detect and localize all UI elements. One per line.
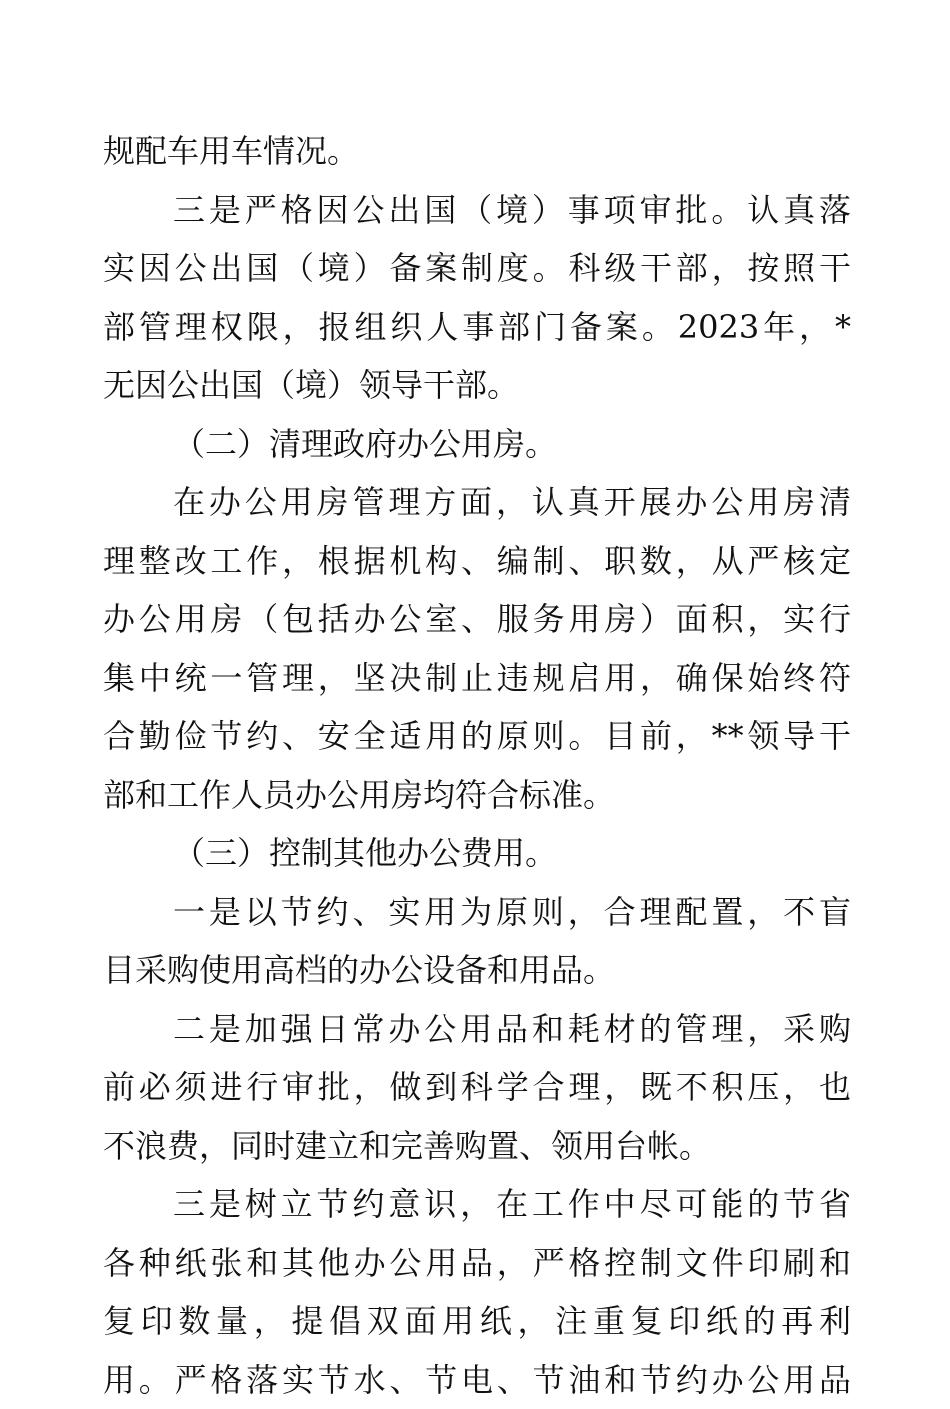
- text-line: 在办公用房管理方面，认真开展办公用房清: [103, 473, 851, 532]
- document-body: [103, 122, 851, 1409]
- text-line: 不浪费，同时建立和完善购置、领用台帐。: [103, 1117, 851, 1176]
- text-line: 一是以节约、实用为原则，合理配置，不盲: [103, 883, 851, 942]
- text-line: 前必须进行审批，做到科学合理，既不积压，也: [103, 1058, 851, 1117]
- text-line: 三是严格因公出国（境）事项审批。认真落: [103, 181, 851, 240]
- text-line: 理整改工作，根据机构、编制、职数，从严核定: [103, 532, 851, 591]
- text-line: 二是加强日常办公用品和耗材的管理，采购: [103, 1000, 851, 1059]
- text-line: 复印数量，提倡双面用纸，注重复印纸的再利: [103, 1292, 851, 1351]
- text-line: 办公用房（包括办公室、服务用房）面积，实行: [103, 590, 851, 649]
- text-line: 三是树立节约意识，在工作中尽可能的节省: [103, 1175, 851, 1234]
- section-heading: （二）清理政府办公用房。: [103, 415, 851, 474]
- text-line: 实因公出国（境）备案制度。科级干部，按照干: [103, 239, 851, 298]
- text-line: 部管理权限，报组织人事部门备案。2023年，*: [103, 298, 851, 357]
- text-line: 无因公出国（境）领导干部。: [103, 356, 851, 415]
- text-line: 各种纸张和其他办公用品，严格控制文件印刷和: [103, 1234, 851, 1293]
- text-line: 规配车用车情况。: [103, 122, 851, 181]
- section-heading: （三）控制其他办公费用。: [103, 824, 851, 883]
- text-line: 合勤俭节约、安全适用的原则。目前，**领导干: [103, 707, 851, 766]
- text-line: 目采购使用高档的办公设备和用品。: [103, 941, 851, 1000]
- text-line: 用。严格落实节水、节电、节油和节约办公用品: [103, 1351, 851, 1409]
- text-line: 集中统一管理，坚决制止违规启用，确保始终符: [103, 649, 851, 708]
- text-line: 部和工作人员办公用房均符合标准。: [103, 766, 851, 825]
